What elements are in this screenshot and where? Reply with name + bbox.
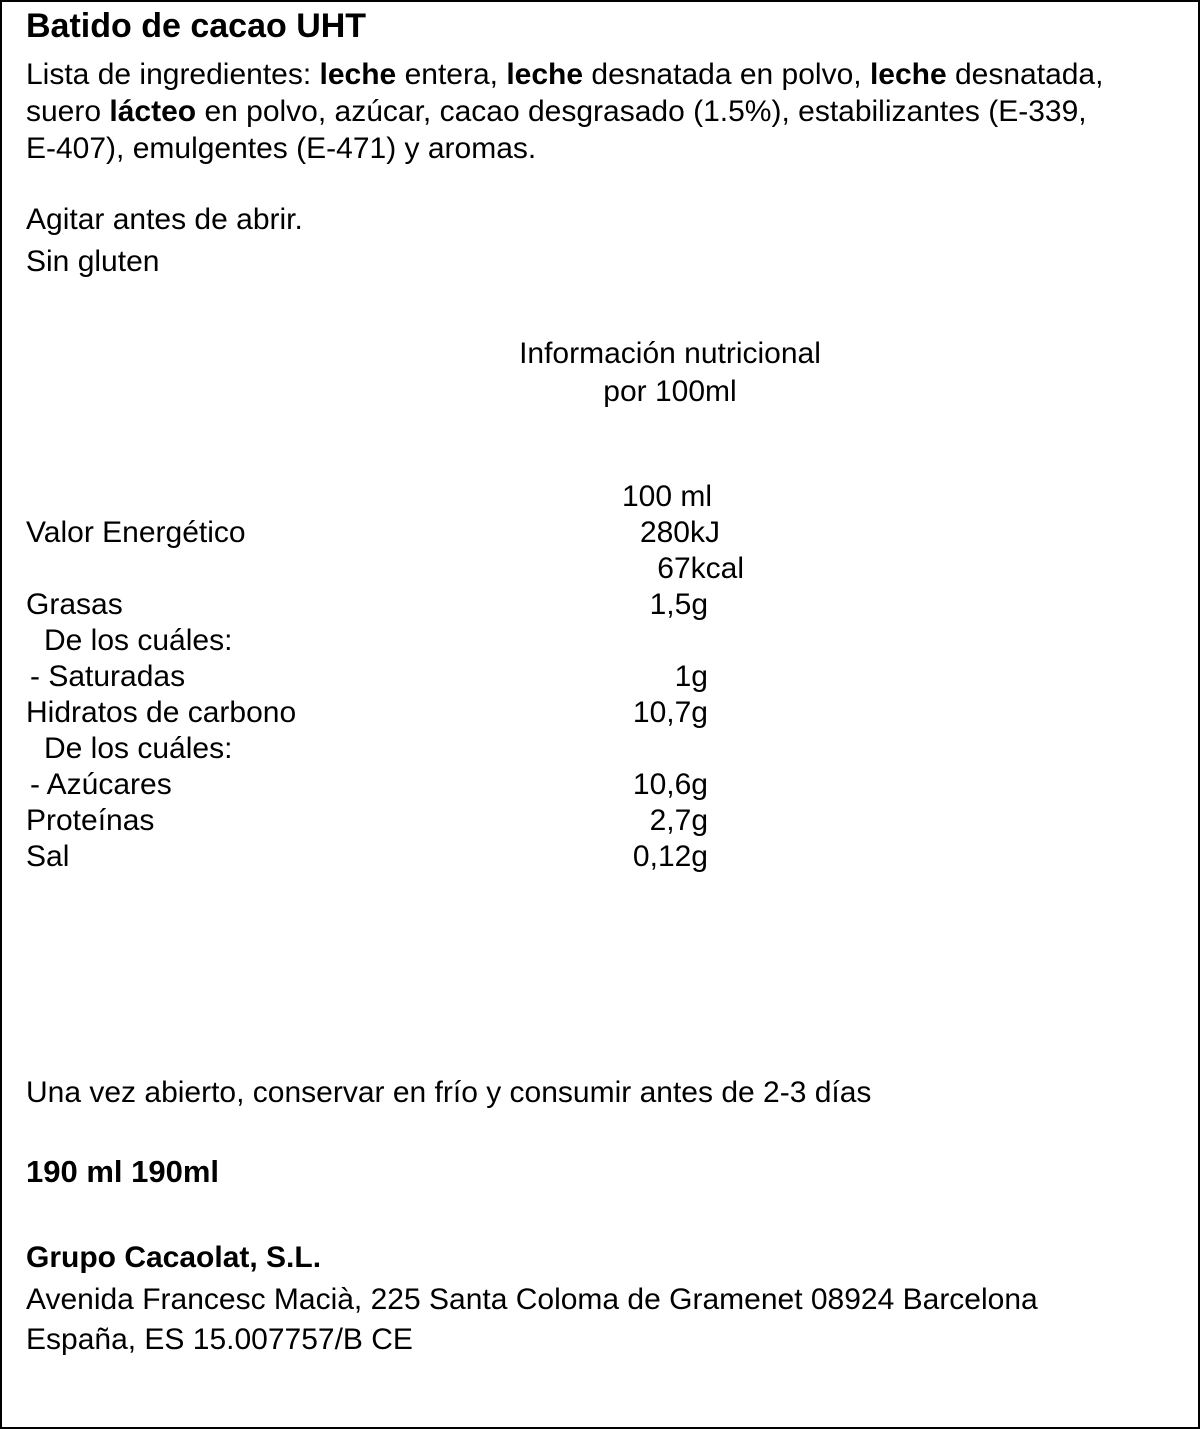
ingredient-text: desnatada, (946, 58, 1104, 91)
ingredient-text: en polvo, azúcar, cacao desgrasado (1.5%), estabilizantes (E-339, (196, 95, 1087, 128)
ingredient-text: desnatada en polvo, (583, 58, 870, 91)
nutrition-heading: Información nutricional (519, 337, 821, 370)
ingredients-line-2 (26, 93, 1176, 130)
company-registration: España, ES 15.007757/B CE (26, 1323, 413, 1356)
nutrition-row-value: 1,5g (649, 588, 708, 621)
ingredients-list (26, 56, 1176, 167)
nutrition-row-label: Valor Energético (26, 516, 246, 549)
ingredient-text: suero (26, 95, 110, 128)
ingredient-allergen: leche (319, 58, 397, 91)
ingredient-allergen: lácteo (109, 95, 197, 128)
gluten-note: Sin gluten (26, 245, 160, 278)
nutrition-row-label: Hidratos de carbono (26, 696, 297, 729)
nutrition-row-value: 1g (674, 660, 708, 693)
company-name: Grupo Cacaolat, S.L. (26, 1241, 322, 1274)
nutrition-row-value: 2,7g (649, 804, 708, 837)
nutrition-row-value: 280kJ (639, 516, 720, 549)
nutrition-row-value: 0,12g (632, 840, 708, 873)
nutrition-row-label: De los cuáles: (44, 624, 233, 657)
nutrition-row-label: - Saturadas (30, 660, 186, 693)
nutrition-row-label: Grasas (26, 588, 123, 621)
nutrition-column-header: 100 ml (622, 480, 713, 513)
company-address: Avenida Francesc Macià, 225 Santa Coloma de Gramenet 08924 Barcelona (26, 1283, 1038, 1316)
nutrition-row-label: - Azúcares (30, 768, 172, 801)
nutrition-row-value: 10,7g (632, 696, 708, 729)
ingredients-line-3 (26, 130, 1176, 167)
nutrition-subheading: por 100ml (603, 375, 737, 408)
ingredient-text: entera, (396, 58, 507, 91)
shake-note: Agitar antes de abrir. (26, 203, 303, 236)
nutrition-row-value: 67kcal (657, 552, 744, 585)
ingredients-line-1 (26, 56, 1176, 93)
nutrition-row-label: Sal (26, 840, 70, 873)
nutrition-row-label: De los cuáles: (44, 732, 233, 765)
product-title: Batido de cacao UHT (26, 7, 367, 45)
ingredient-allergen: leche (506, 58, 584, 91)
storage-note: Una vez abierto, conservar en frío y consumir antes de 2-3 días (26, 1076, 872, 1109)
ingredient-allergen: leche (869, 58, 947, 91)
nutrition-row-value: 10,6g (632, 768, 708, 801)
net-volume: 190 ml 190ml (26, 1154, 220, 1189)
nutrition-row-label: Proteínas (26, 804, 155, 837)
ingredient-text: E-407), emulgentes (E-471) y aromas. (26, 132, 537, 165)
ingredients-prefix: Lista de ingredientes: (26, 58, 320, 91)
